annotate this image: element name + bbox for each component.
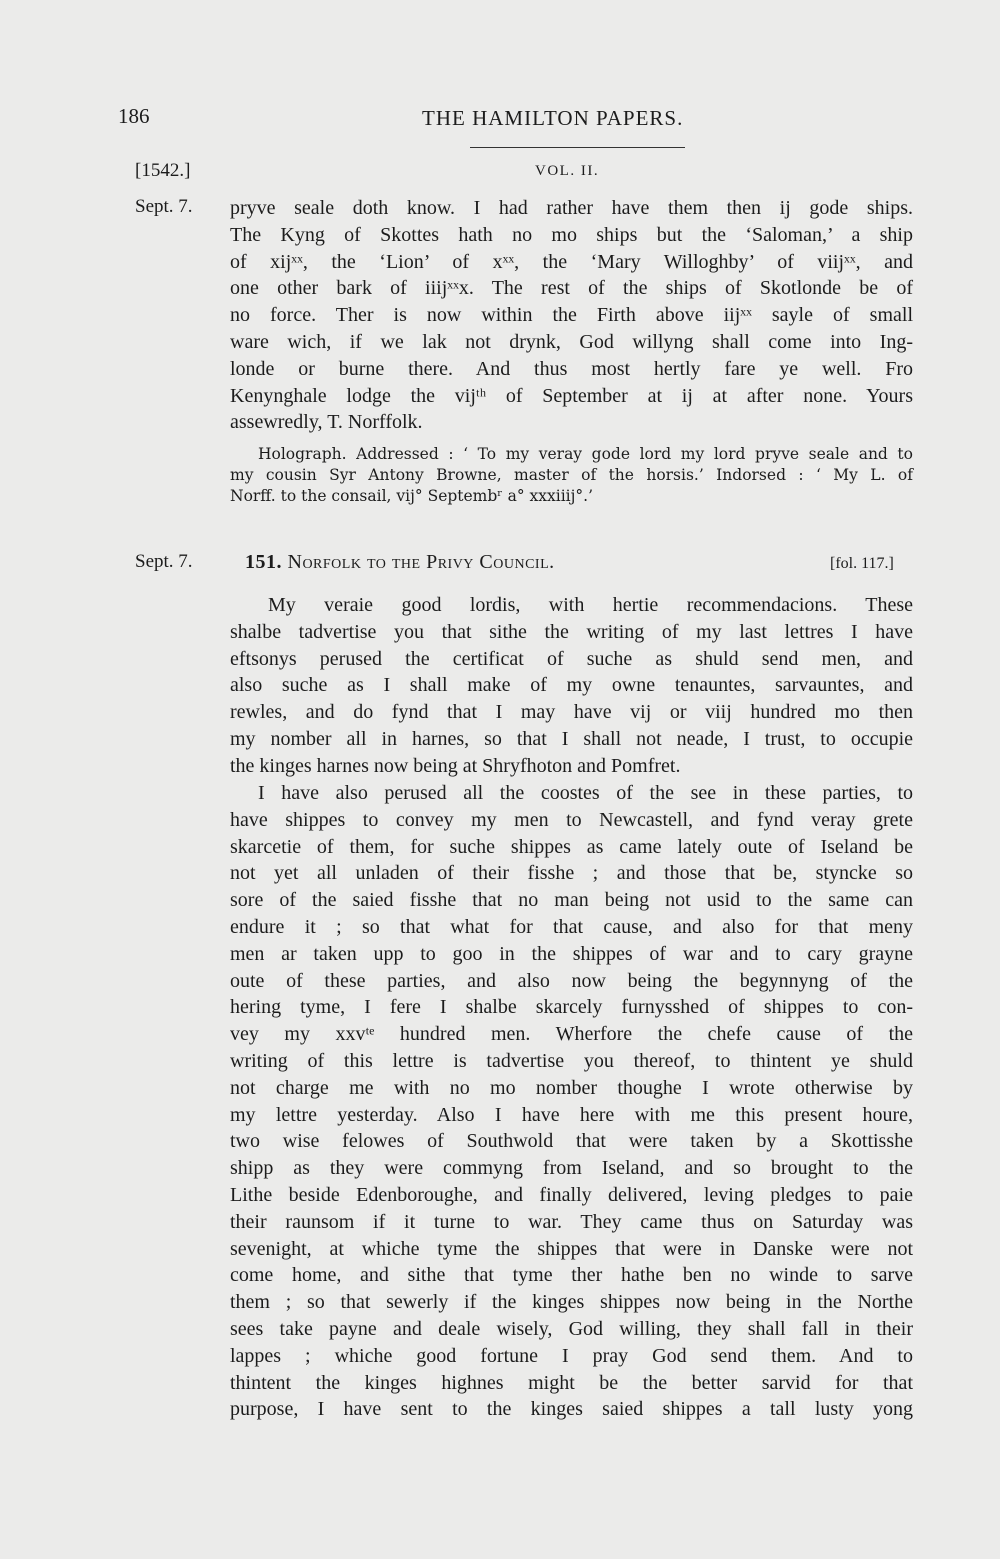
text-line: writing of this lettre is tadvertise you thereof, to thintent ye shuld [230,1049,913,1072]
text-line: endure it ; so that what for that cause, and also for that meny [230,915,913,938]
text-line: no force. Ther is now within the Firth above iijˣˣ sayle of small [230,304,913,327]
text-line: hering tyme, I fere I shalbe skarcely furnysshed of shippes to con- [230,996,913,1019]
text-line: thintent the kinges highnes might be the better sarvid for that [230,1371,913,1394]
letter-title: Norfolk to the Privy Council. [287,551,555,573]
text-line: their raunsom if it turne to war. They came thus on Saturday was [230,1210,913,1233]
paragraph-one [230,592,913,780]
note-line: my cousin Syr Antony Browne, master of the horsis.’ Indorsed : ‘ My L. of [230,466,913,484]
letter-number: 151. [245,551,282,573]
text-line: shipp as they were commyng from Iseland, and so brought to the [230,1157,913,1180]
text-line: one other bark of iiijˣˣx. The rest of the ships of Skotlonde be of [230,277,913,300]
text-line: assewredly, T. Norffolk. [230,411,423,434]
text-line: sevenight, at whiche tyme the shippes that were in Danske were not [230,1237,913,1260]
header-rule [470,147,685,148]
text-line: ware wich, if we lak not drynk, God willyng shall come into Ing- [230,330,913,353]
paragraph-two [230,780,913,1423]
margin-date-second: Sept. 7. [135,551,193,572]
text-line: eftsonys perused the certificat of suche as shuld send men, and [230,647,913,670]
text-line: The Kyng of Skottes hath no mo ships but the ‘Saloman,’ a ship [230,223,913,246]
text-line: Lithe beside Edenboroughe, and finally delivered, leving pledges to paie [230,1183,913,1206]
continuation-text [230,195,913,436]
text-line: purpose, I have sent to the kinges saied shippes a tall lusty yong [230,1398,913,1421]
text-line: pryve seale doth know. I had rather have them then ij gode ships. [230,197,913,219]
volume-label: VOL. II. [535,163,600,179]
text-line: not charge me with no mo nomber thoughe I wrote otherwise by [230,1076,913,1099]
editorial-note [230,444,913,507]
text-line: lappes ; whiche good fortune I pray God send them. And to [230,1344,913,1367]
note-line: Norff. to the consail, vij° Septembʳ a° xxxiiij°.’ [230,487,594,505]
text-line: rewles, and do fynd that I may have vij or viij hundred mo then [230,701,913,724]
text-line: have shippes to convey my men to Newcastell, and fynd veray grete [230,808,913,831]
text-line: also suche as I shall make of my owne tenauntes, sarvauntes, and [230,674,913,697]
text-line: shalbe tadvertise you that sithe the writing of my last lettres I have [230,620,913,643]
text-line: two wise felowes of Southwold that were taken by a Skottisshe [230,1130,913,1153]
text-line: my lettre yesterday. Also I have here with me this present houre, [230,1103,913,1126]
text-line: not yet all unladen of their fisshe ; and those that be, styncke so [230,862,913,885]
text-line: the kinges harnes now being at Shryfhoton and Pomfret. [230,754,681,777]
note-line: Holograph. Addressed : ‘ To my veray gode lord my lord pryve seale and to [258,445,913,463]
text-line: londe or burne there. And thus most hertly fare ye well. Fro [230,357,913,380]
text-line: of xijˣˣ, the ‘Lion’ of xˣˣ, the ‘Mary Willoghby’ of viijˣˣ, and [230,250,913,273]
text-line: sees take payne and deale wisely, God willing, they shall fall in their [230,1317,913,1340]
page-number: 186 [118,104,150,128]
margin-date-first: Sept. 7. [135,196,193,217]
text-line: sore of the saied fisshe that no man being not usid to the same can [230,889,913,912]
text-line: My veraie good lordis, with hertie recommendacions. These [268,594,913,616]
letter-heading [245,551,555,574]
year-marker: [1542.] [135,160,191,181]
text-line: vey my xxvᵗᵉ hundred men. Wherfore the chefe cause of the [230,1023,913,1046]
folio-reference: [fol. 117.] [830,555,894,572]
text-line: my nomber all in harnes, so that I shall not neade, I trust, to occupie [230,727,913,750]
text-line: Kenynghale lodge the vijᵗʰ of September at ij at after none. Yours [230,384,913,407]
text-line: them ; so that sewerly if the kinges shippes now being in the Northe [230,1291,913,1314]
text-line: come home, and sithe that tyme ther hathe ben no winde to sarve [230,1264,913,1287]
text-line: skarcetie of them, for suche shippes as came lately oute of Iseland be [230,835,913,858]
text-line: I have also perused all the coostes of the see in these parties, to [258,782,913,804]
running-title: THE HAMILTON PAPERS. [422,106,684,130]
text-line: oute of these parties, and also now being the begynnyng of the [230,969,913,992]
text-line: men ar taken upp to goo in the shippes of war and to cary grayne [230,942,913,965]
